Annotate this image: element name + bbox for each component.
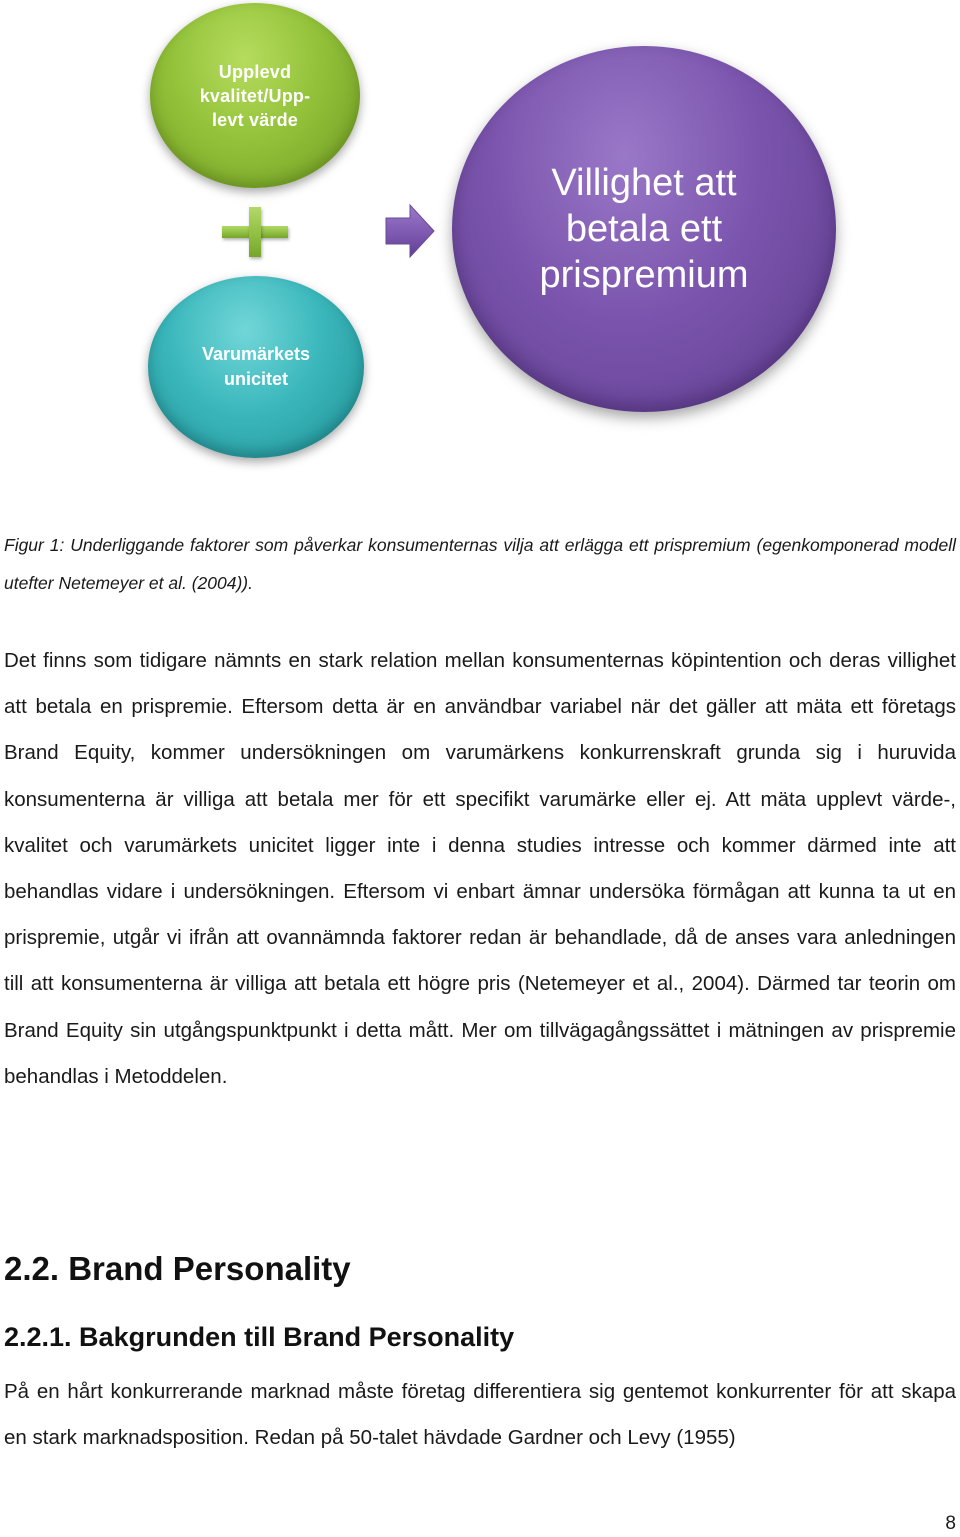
body-paragraph-2: På en hårt konkurrerande marknad måste företag differentiera sig gentemot konkurrenter för att skapa en stark marknadsposition. Redan på 50-talet hävdade Gardner och Levy (1955) xyxy=(4,1380,956,1450)
figure-diagram xyxy=(0,0,960,480)
arrow-right-icon xyxy=(384,203,436,259)
circle-perceived-quality xyxy=(150,3,360,188)
subsection-heading: 2.2.1. Bakgrunden till Brand Personality xyxy=(4,1322,515,1352)
plus-icon xyxy=(222,207,288,257)
circle-perceived-quality-line-3: levt värde xyxy=(211,109,299,130)
circle-willingness-to-pay-text xyxy=(539,160,748,298)
circle-brand-uniqueness-text xyxy=(202,342,310,392)
page-number: 8 xyxy=(945,1513,956,1534)
circle-willingness-to-pay-line-2: betala ett xyxy=(565,208,723,250)
circle-perceived-quality-line-2: kvalitet/Upp- xyxy=(199,85,311,106)
circle-perceived-quality-text xyxy=(200,60,311,132)
circle-willingness-to-pay-line-3: prispremium xyxy=(539,254,749,296)
body-paragraph-1: Det finns som tidigare nämnts en stark relation mellan konsumenternas köpintention och deras villighet att betala en prispremie. Eftersom detta är en användbar variabel när det gäller att mäta ett företags Brand Equity, kommer undersökningen om varumärkens konkurrenskraft grunda sig i huruvida konsumenterna är villiga att betala mer för ett specifikt varumärke eller ej. Att mäta upplevt värde-, kvalitet och varumärkets unicitet ligger inte i denna studies intresse och kommer därmed inte att behandlas vidare i undersökningen. Eftersom vi enbart ämnar undersöka förmågan att kunna ta ut en prispremie, utgår vi ifrån att ovannämnda faktorer redan är behandlade, då de anses vara anledningen till att konsumenterna är villiga att betala ett högre pris (Netemeyer et al., 2004). Därmed tar teorin om Brand Equity sin utgångspunktpunkt i detta mått. Mer om tillvägagångssättet i mätningen av prispremie behandlas i Metoddelen. xyxy=(4,649,956,1088)
circle-brand-uniqueness-line-2: unicitet xyxy=(223,369,288,389)
circle-willingness-to-pay xyxy=(452,46,836,412)
circle-brand-uniqueness-line-1: Varumärkets xyxy=(201,344,311,364)
figure-caption: Figur 1: Underliggande faktorer som påverkar konsumenternas vilja att erlägga ett prispremium (egenkomponerad modell utefter Netemeyer et al. (2004)). xyxy=(4,535,956,593)
circle-brand-uniqueness xyxy=(148,276,364,458)
circle-perceived-quality-line-1: Upplevd xyxy=(218,61,292,82)
circle-willingness-to-pay-line-1: Villighet att xyxy=(551,162,737,204)
plus-icon-vertical-bar xyxy=(249,207,261,257)
section-heading: 2.2. Brand Personality xyxy=(4,1250,351,1287)
